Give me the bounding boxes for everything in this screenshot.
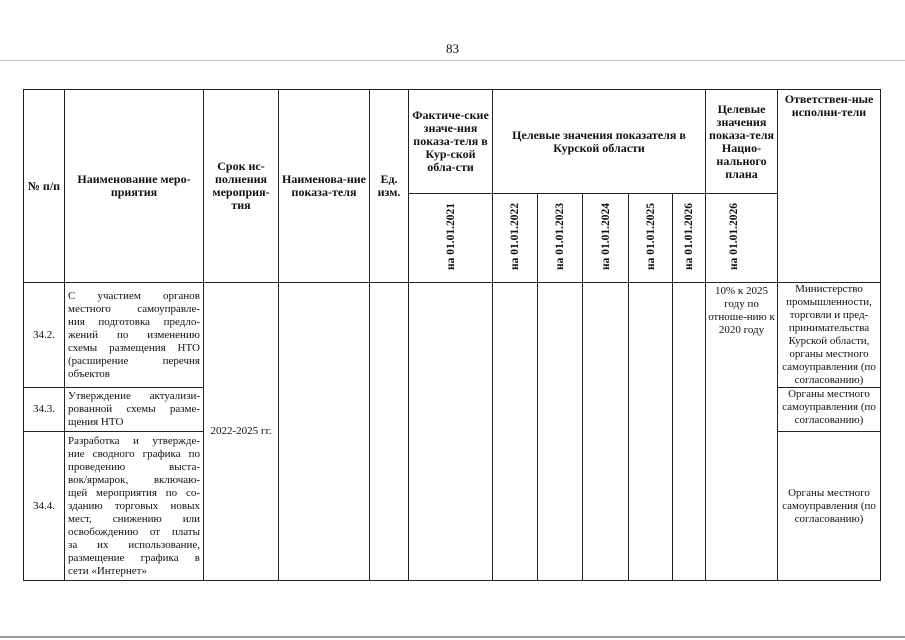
header-name: Наименование меро-приятия <box>65 90 204 283</box>
row-responsible: Органы местного самоуправления (по согласованию) <box>778 388 881 432</box>
row-number: 34.4. <box>24 432 65 581</box>
header-responsible: Ответствен-ные исполни-тели <box>778 90 881 283</box>
row-number: 34.2. <box>24 283 65 388</box>
actual-cell <box>409 283 493 581</box>
target-cell-2024 <box>583 283 629 581</box>
scan-edge-line <box>0 60 905 61</box>
indicator-cell <box>279 283 370 581</box>
date-target-2022: на 01.01.2022 <box>493 194 538 283</box>
header-num: № п/п <box>24 90 65 283</box>
date-actual: на 01.01.2021 <box>409 194 493 283</box>
national-value-cell: 10% к 2025 году по отноше-нию к 2020 году <box>706 283 778 581</box>
row-number: 34.3. <box>24 388 65 432</box>
row-name: Утверждение актуализи- рованной схемы разме- щения НТО <box>65 388 204 432</box>
header-deadline: Срок ис-полнения мероприя-тия <box>204 90 279 283</box>
row-responsible: Органы местного самоуправления (по согласованию) <box>778 432 881 581</box>
scan-edge-line <box>0 636 905 638</box>
plan-table <box>23 89 881 581</box>
row-name: Разработка и утвержде- ние сводного графика по проведению выста- вок/ярмарок, включаю- щей мероприятия по со- зданию торговых новых мест, снижению или освобождению от платы за их использование, размещение графика в сети «Интернет» <box>65 432 204 581</box>
header-actual: Фактиче-ские значе-ния показа-теля в Кур-ской обла-сти <box>409 90 493 194</box>
header-target-group: Целевые значения показателя в Курской области <box>493 90 706 194</box>
header-indicator: Наименова-ние показа-теля <box>279 90 370 283</box>
target-cell-2026 <box>673 283 706 581</box>
date-target-2026: на 01.01.2026 <box>673 194 706 283</box>
target-cell-2022 <box>493 283 538 581</box>
table-row <box>24 283 881 388</box>
date-target-2024: на 01.01.2024 <box>583 194 629 283</box>
row-name: С участием органов местного самоуправле- ния подготовка предло- жений по изменению схемы размещения НТО (расширение перечня объектов <box>65 283 204 388</box>
target-cell-2023 <box>538 283 583 581</box>
header-national: Целевые значения показа-теля Нацио-нального плана <box>706 90 778 194</box>
header-unit: Ед. изм. <box>370 90 409 283</box>
date-target-2025: на 01.01.2025 <box>629 194 673 283</box>
row-responsible: Министерство промышленности, торговли и пред-принимательства Курской области, органы местного самоуправления (по согласованию) <box>778 283 881 388</box>
unit-cell <box>370 283 409 581</box>
target-cell-2025 <box>629 283 673 581</box>
page-number: 83 <box>446 41 459 56</box>
date-national: на 01.01.2026 <box>706 194 778 283</box>
date-target-2023: на 01.01.2023 <box>538 194 583 283</box>
deadline-cell: 2022-2025 гг. <box>204 283 279 581</box>
